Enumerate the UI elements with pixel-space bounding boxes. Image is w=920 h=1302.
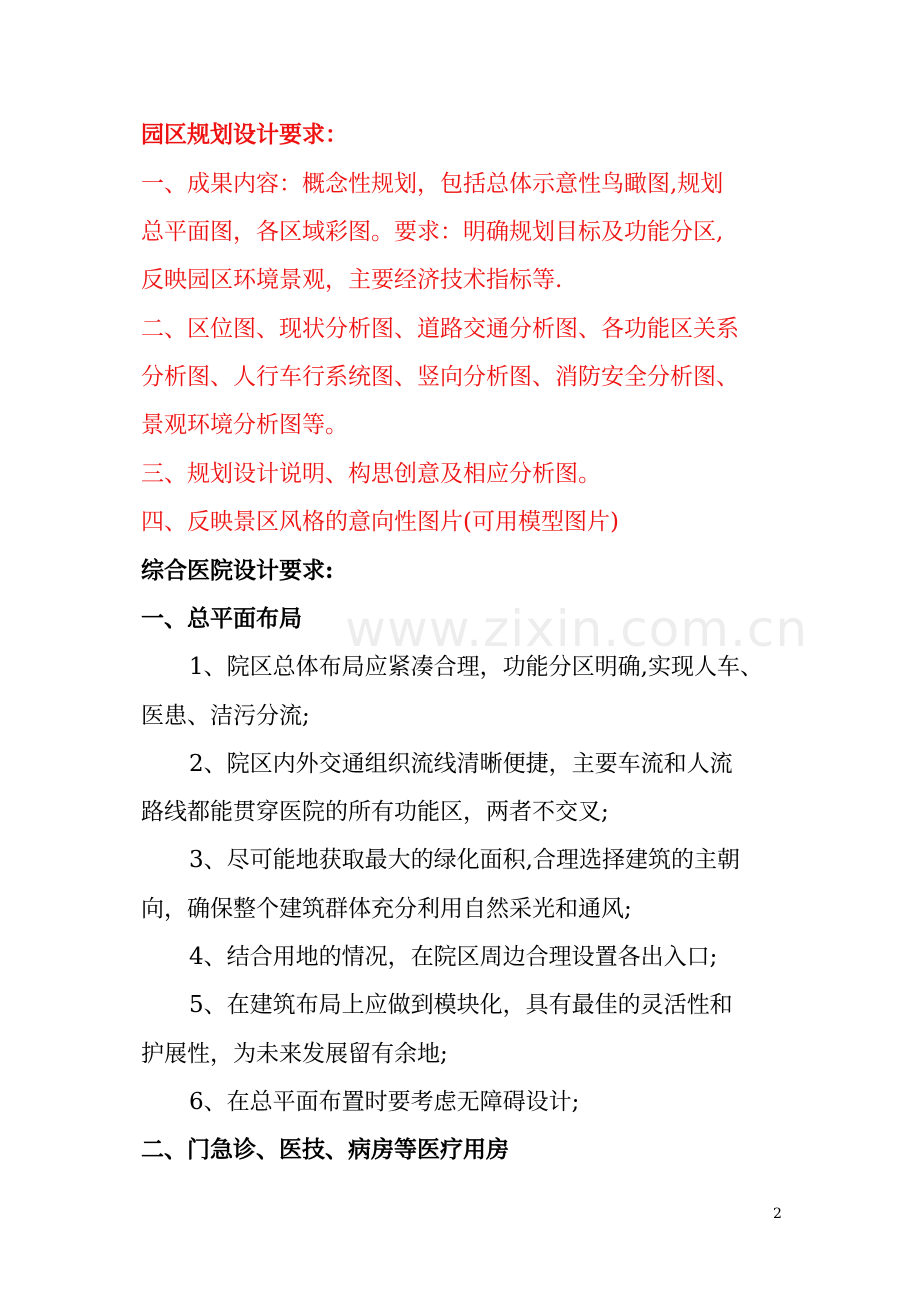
hospital-item-2-line-1: 2、院区内外交通组织流线清晰便捷，主要车流和人流 bbox=[189, 751, 733, 777]
park-line-4: 二、区位图、现状分析图、道路交通分析图、各功能区关系 bbox=[141, 316, 739, 342]
hospital-subheading-layout: 一、总平面布局 bbox=[141, 605, 302, 632]
park-line-7: 三、规划设计说明、构思创意及相应分析图。 bbox=[141, 461, 601, 487]
hospital-item-3-line-1: 3、尽可能地获取最大的绿化面积,合理选择建筑的主朝 bbox=[189, 847, 740, 873]
park-section-heading: 园区规划设计要求： bbox=[141, 121, 348, 148]
hospital-item-1-line-1: 1、院区总体布局应紧凑合理，功能分区明确,实现人车、 bbox=[189, 654, 763, 680]
hospital-item-3-line-2: 向，确保整个建筑群体充分利用自然采光和通风; bbox=[141, 896, 632, 922]
hospital-section-heading: 综合医院设计要求: bbox=[141, 557, 334, 584]
park-line-5: 分析图、人行车行系统图、竖向分析图、消防安全分析图、 bbox=[141, 364, 739, 390]
park-line-8: 四、反映景区风格的意向性图片(可用模型图片) bbox=[141, 509, 619, 535]
hospital-item-4: 4、结合用地的情况，在院区周边合理设置各出入口; bbox=[189, 944, 718, 970]
hospital-item-5-line-1: 5、在建筑布局上应做到模块化，具有最佳的灵活性和 bbox=[189, 992, 733, 1018]
park-line-1: 一、成果内容：概念性规划，包括总体示意性鸟瞰图,规划 bbox=[141, 171, 724, 197]
hospital-item-5-line-2: 护展性，为未来发展留有余地; bbox=[141, 1041, 448, 1067]
park-line-3: 反映园区环境景观，主要经济技术指标等. bbox=[141, 267, 563, 293]
park-line-6: 景观环境分析图等。 bbox=[141, 412, 348, 438]
park-line-2: 总平面图，各区域彩图。要求：明确规划目标及功能分区, bbox=[141, 219, 724, 245]
hospital-subheading-medical-rooms: 二、门急诊、医技、病房等医疗用房 bbox=[141, 1136, 509, 1163]
hospital-item-1-line-2: 医患、洁污分流; bbox=[141, 703, 310, 729]
hospital-item-6: 6、在总平面布置时要考虑无障碍设计; bbox=[189, 1089, 580, 1115]
hospital-item-2-line-2: 路线都能贯穿医院的所有功能区，两者不交叉; bbox=[141, 799, 609, 825]
watermark-text: www.zixin.com.cn bbox=[345, 600, 809, 658]
page-number: 2 bbox=[773, 1206, 782, 1222]
